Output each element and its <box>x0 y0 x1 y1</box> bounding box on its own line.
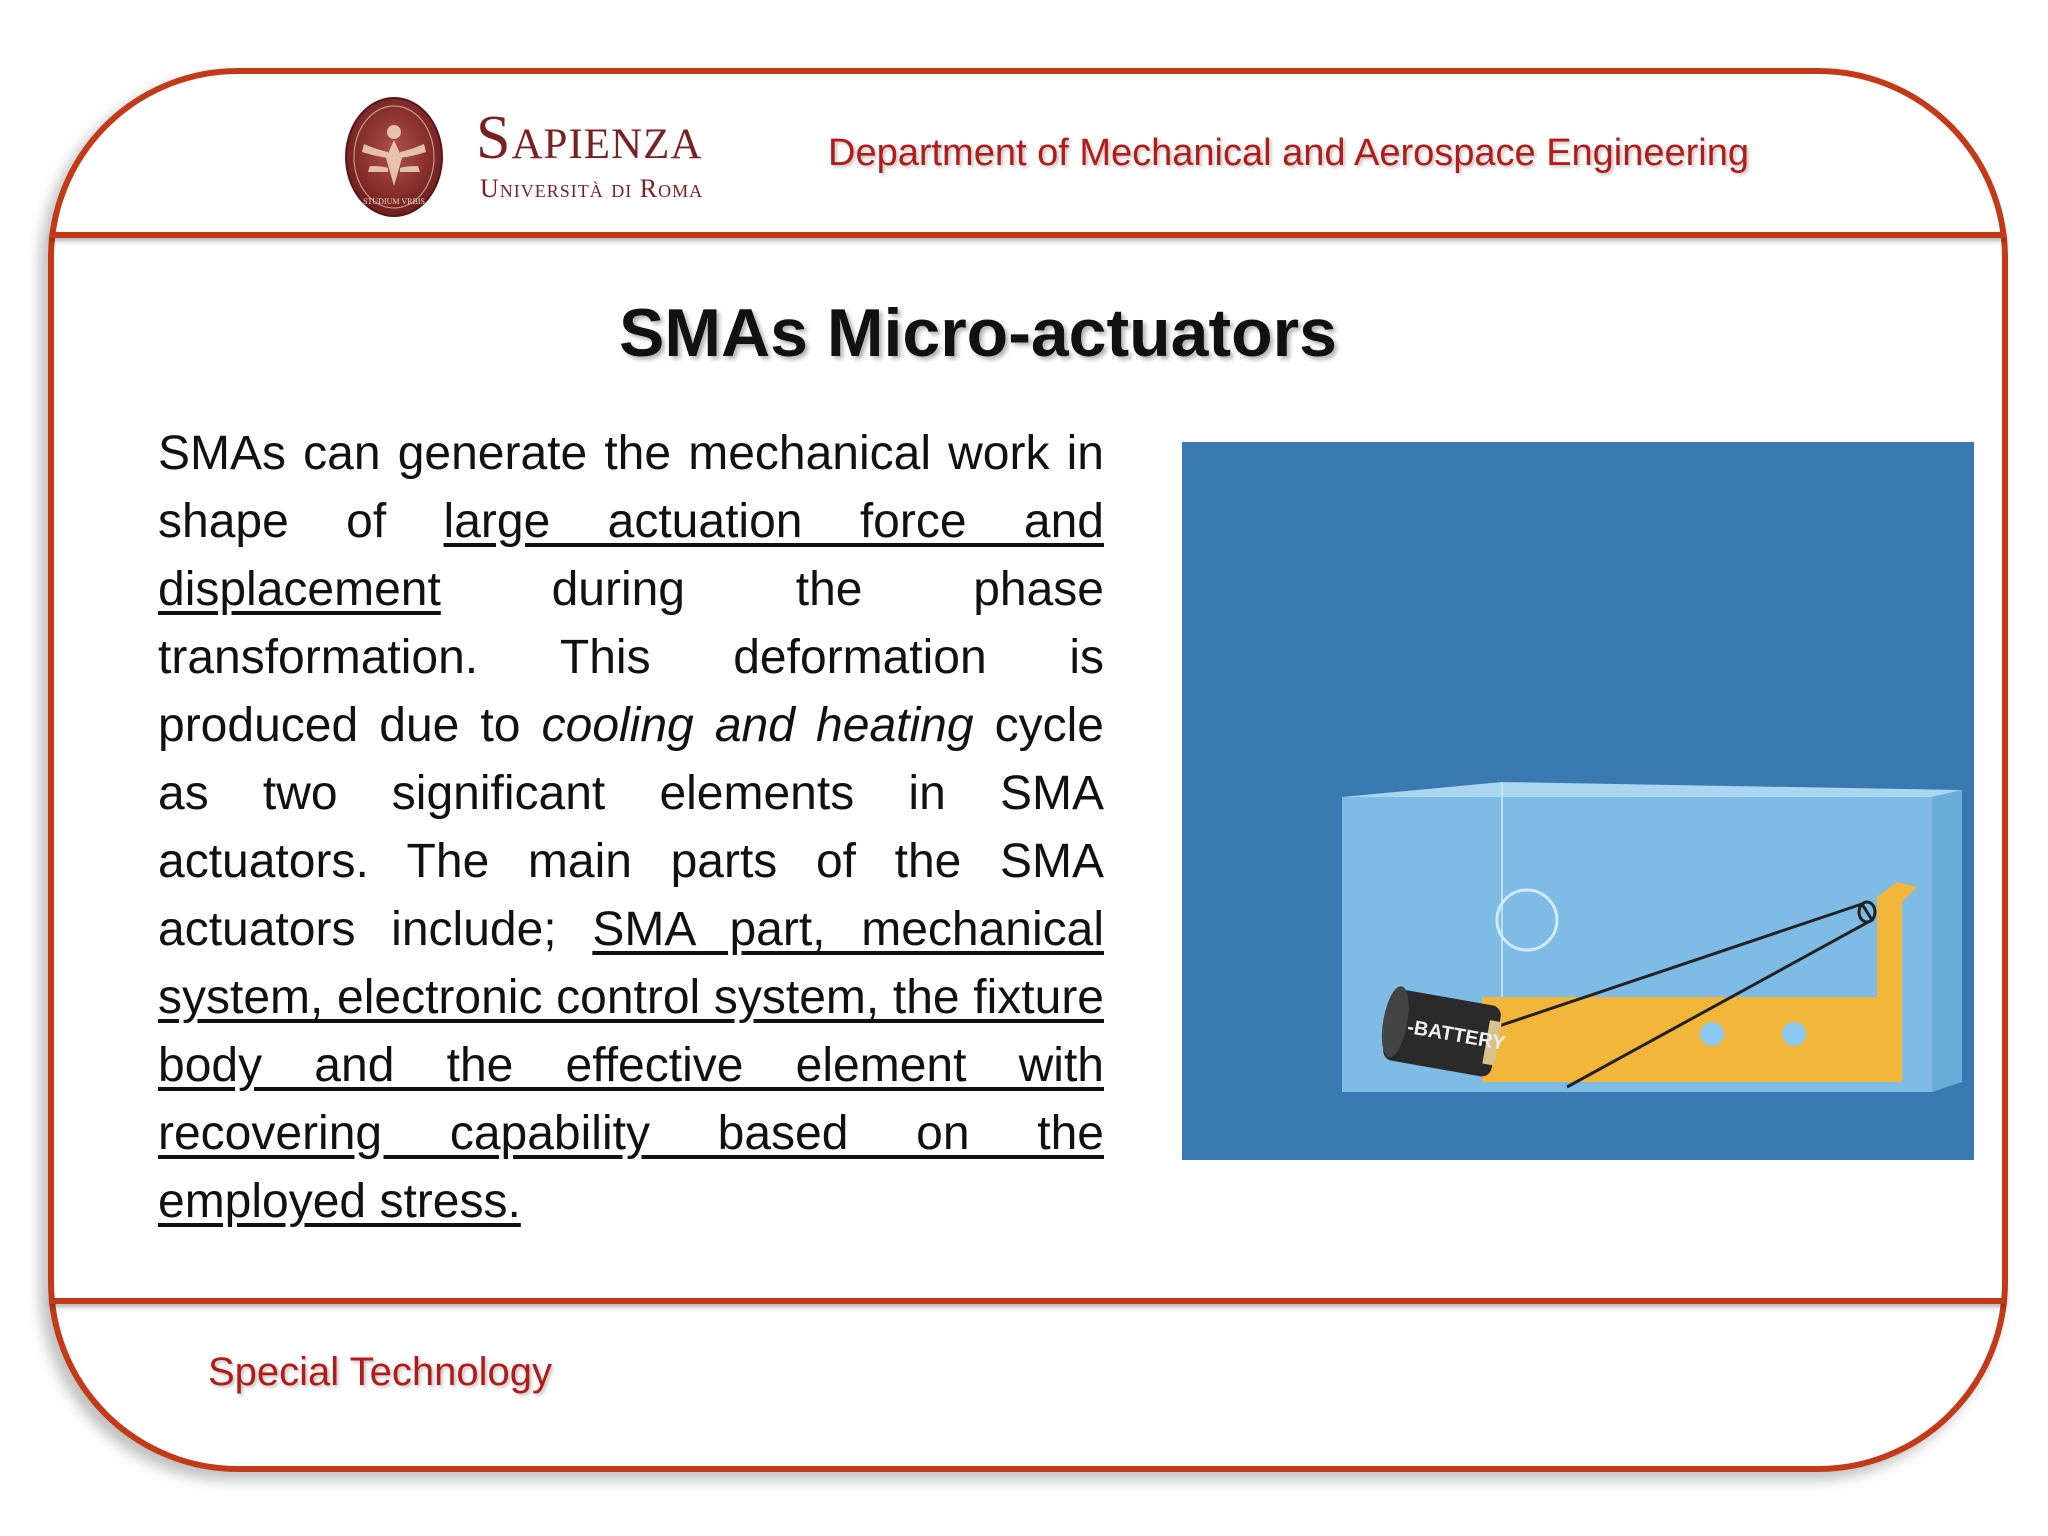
university-name: Sapienza <box>476 104 703 172</box>
body-text-2: during the phase transformation. This deformation is produced due to <box>158 563 1104 752</box>
box-side <box>1932 790 1962 1092</box>
body-underlined-2: SMA part, mechanical system, electronic control system, the fixture body and the effective element with recovering capability based on the employed stress. <box>158 903 1104 1228</box>
body-italic-1: cooling and heating <box>541 699 974 752</box>
sma-actuator-illustration <box>1182 442 1974 1160</box>
footer-divider <box>50 1298 2006 1304</box>
university-logotype <box>476 106 703 204</box>
body-paragraph <box>158 420 1104 1236</box>
arm-hole-2 <box>1782 1022 1806 1046</box>
body-text-1: SMAs can generate the mechanical work in shape of <box>158 427 1104 548</box>
sapienza-seal-logo <box>344 96 444 218</box>
header-divider <box>50 232 2006 238</box>
body-underlined-1: large actuation force and displacement <box>158 495 1104 616</box>
department-name: Department of Mechanical and Aerospace Engineering <box>828 132 1750 174</box>
body-text-3: cycle as two significant elements in SMA actuators. The main parts of the SMA actuators include; <box>158 699 1105 956</box>
seal-motto: STUDIUM VRBIS <box>363 197 425 206</box>
footer-label: Special Technology <box>208 1350 552 1394</box>
arm-hole-1 <box>1700 1022 1724 1046</box>
slide-title: SMAs Micro-actuators <box>619 295 1337 371</box>
university-subtitle: Università di Roma <box>480 174 704 203</box>
battery-label: -BATTERY <box>1405 1016 1507 1055</box>
